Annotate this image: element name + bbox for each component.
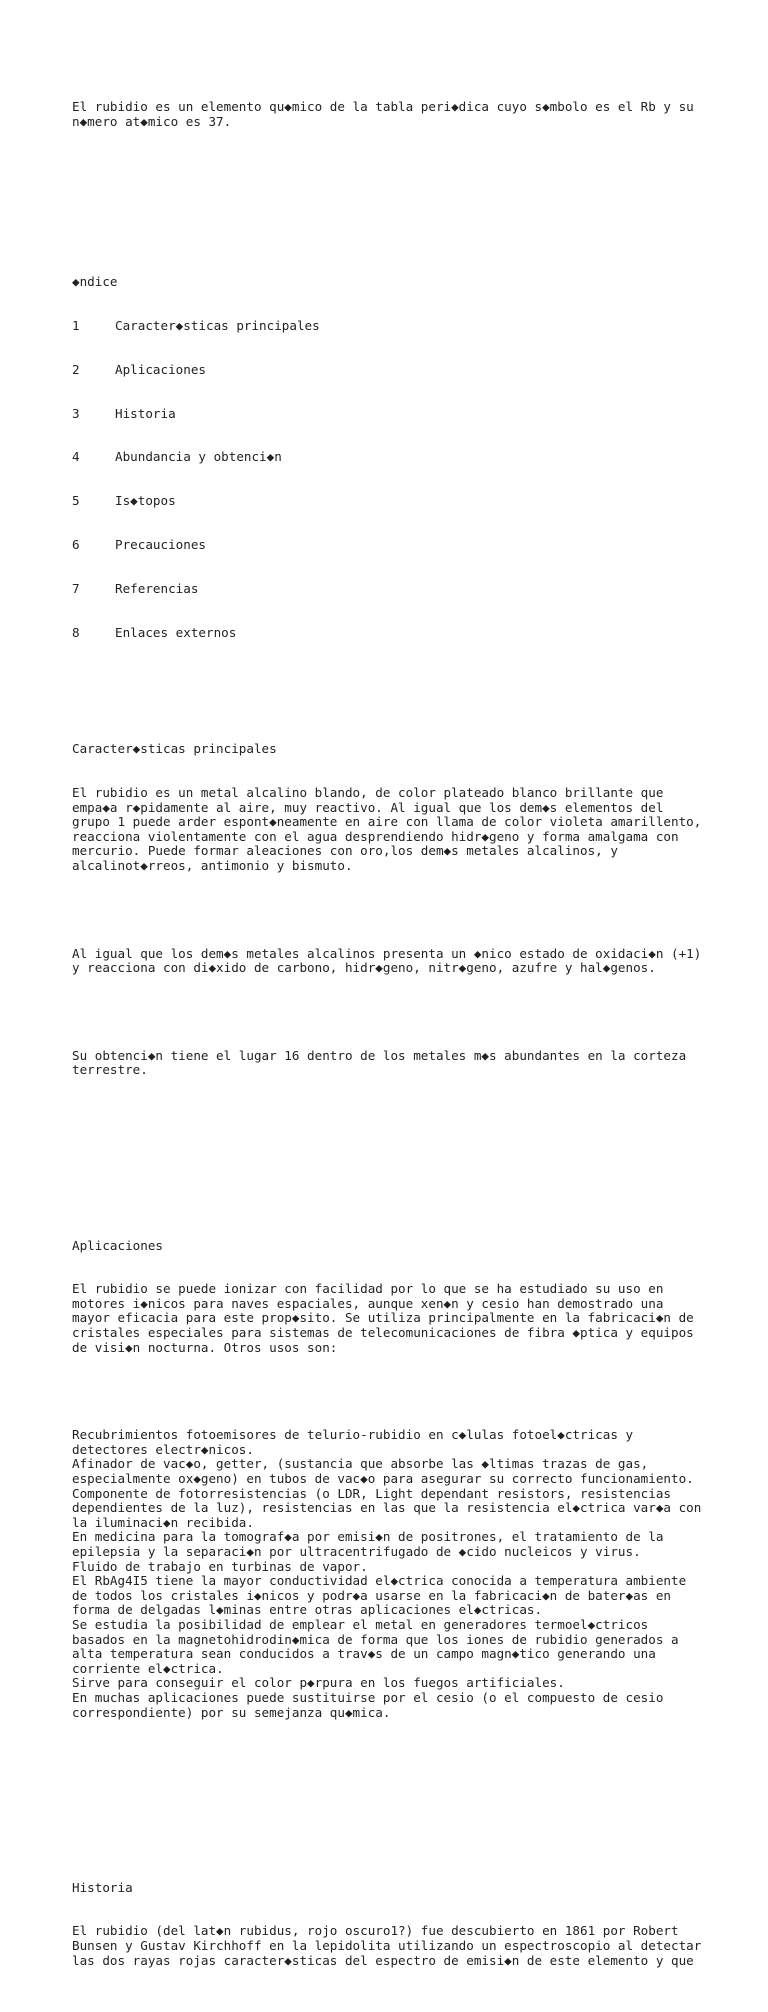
text-line: Al igual que los dem◆s metales alcalinos presenta un ◆nico estado de oxidaci◆n (+1) bbox=[72, 945, 702, 961]
list-line: El RbAg4I5 tiene la mayor conductividad el◆ctrica conocida a temperatura ambiente bbox=[72, 1573, 687, 1589]
toc-item-1 bbox=[72, 319, 762, 334]
intro-paragraph bbox=[72, 100, 762, 129]
uses-list bbox=[72, 1428, 762, 1720]
toc-item-8 bbox=[72, 626, 762, 641]
toc-number: 7 bbox=[72, 580, 80, 596]
paragraph bbox=[72, 1282, 762, 1355]
toc-number: 4 bbox=[72, 449, 80, 465]
toc-item-3 bbox=[72, 407, 762, 422]
spacer bbox=[72, 1793, 762, 1808]
text-line: mayor eficacia para este prop◆sito. Se utiliza principalmente en la fabricaci◆n de bbox=[72, 1310, 694, 1326]
paragraph bbox=[72, 786, 762, 874]
list-line: En muchas aplicaciones puede sustituirse por el cesio (o el compuesto de cesio bbox=[72, 1689, 664, 1705]
section-heading: Historia bbox=[72, 1879, 133, 1895]
text-line: reacciona violentamente con el agua desprendiendo hidr◆geno y forma amalgama con bbox=[72, 828, 679, 844]
table-of-contents bbox=[72, 246, 762, 669]
section-aplicaciones bbox=[72, 1209, 762, 1749]
spacer bbox=[72, 1151, 762, 1166]
toc-title: ◆ndice bbox=[72, 274, 118, 290]
text-line: de visi◆n nocturna. Otros usos son: bbox=[72, 1339, 338, 1355]
paragraph bbox=[72, 1049, 762, 1078]
text-line: las dos rayas rojas caracter◆sticas del espectro de emisi◆n de este elemento y que bbox=[72, 1952, 694, 1968]
toc-label: Precauciones bbox=[115, 537, 206, 552]
toc-label: Enlaces externos bbox=[115, 624, 237, 640]
toc-number: 8 bbox=[72, 624, 80, 640]
document-body bbox=[72, 71, 762, 2012]
list-line: dependientes de la luz), resistencias en las que la resistencia el◆ctrica var◆a con bbox=[72, 1500, 702, 1516]
list-line: Afinador de vac◆o, getter, (sustancia que absorbe las ◆ltimas trazas de gas, bbox=[72, 1456, 649, 1472]
section-heading: Aplicaciones bbox=[72, 1237, 163, 1253]
section-historia bbox=[72, 1851, 762, 1997]
text-line: cristales especiales para sistemas de telecomunicaciones de fibra ◆ptica y equipos bbox=[72, 1325, 694, 1341]
list-line: Componente de fotorresistencias (o LDR, Light dependant resistors, resistencias bbox=[72, 1485, 671, 1501]
toc-item-2 bbox=[72, 363, 762, 378]
toc-number: 1 bbox=[72, 318, 80, 334]
list-line: basados en la magnetohidrodin◆mica de forma que los iones de rubidio generados a bbox=[72, 1631, 679, 1647]
list-line: Fluido de trabajo en turbinas de vapor. bbox=[72, 1558, 368, 1574]
section-caracteristicas bbox=[72, 713, 762, 1107]
paragraph bbox=[72, 1924, 762, 1968]
toc-label: Referencias bbox=[115, 580, 199, 596]
toc-number: 5 bbox=[72, 493, 80, 509]
text-line: El rubidio (del lat◆n rubidus, rojo oscuro1?) fue descubierto en 1861 por Robert bbox=[72, 1923, 679, 1939]
toc-label: Abundancia y obtenci◆n bbox=[115, 449, 282, 465]
list-line: especialmente ox◆geno) en tubos de vac◆o para asegurar su correcto funcionamiento. bbox=[72, 1471, 694, 1486]
text-line: grupo 1 puede arder espont◆neamente en aire con llama de color violeta amarillento, bbox=[72, 814, 702, 830]
text-line: El rubidio se puede ionizar con facilidad por lo que se ha estudiado su uso en bbox=[72, 1281, 664, 1297]
text-line: El rubidio es un elemento qu◆mico de la tabla peri◆dica cuyo s◆mbolo es el Rb y su bbox=[72, 99, 694, 115]
text-line: y reacciona con di◆xido de carbono, hidr◆geno, nitr◆geno, azufre y hal◆genos. bbox=[72, 960, 656, 976]
text-line: mercurio. Puede formar aleaciones con oro,los dem◆s metales alcalinos, y bbox=[72, 843, 618, 859]
paragraph bbox=[72, 947, 762, 976]
text-line: terrestre. bbox=[72, 1062, 148, 1078]
text-line: motores i◆nicos para naves espaciales, aunque xen◆n y cesio han demostrado una bbox=[72, 1295, 664, 1311]
list-line: la iluminaci◆n recibida. bbox=[72, 1514, 254, 1530]
section-heading: Caracter◆sticas principales bbox=[72, 741, 277, 757]
spacer bbox=[72, 173, 762, 202]
toc-item-7 bbox=[72, 582, 762, 597]
list-line: En medicina para la tomograf◆a por emisi◆n de positrones, el tratamiento de la bbox=[72, 1529, 664, 1545]
text-line: El rubidio es un metal alcalino blando, de color plateado blanco brillante que bbox=[72, 785, 664, 801]
toc-number: 3 bbox=[72, 405, 80, 421]
toc-item-6 bbox=[72, 538, 762, 553]
text-line: alcalinot◆rreos, antimonio y bismuto. bbox=[72, 858, 353, 874]
list-line: correspondiente) por su semejanza qu◆mica. bbox=[72, 1704, 391, 1720]
list-line: alta temperatura sean conducidos a trav◆s de un campo magn◆tico generando una bbox=[72, 1646, 656, 1662]
text-line: n◆mero at◆mico es 37. bbox=[72, 113, 232, 129]
toc-item-4 bbox=[72, 450, 762, 465]
list-line: Recubrimientos fotoemisores de telurio-rubidio en c◆lulas fotoel◆ctricas y bbox=[72, 1427, 634, 1443]
list-line: forma de delgadas l◆minas entre otras aplicaciones el◆ctricas. bbox=[72, 1602, 543, 1618]
toc-label: Historia bbox=[115, 405, 176, 421]
list-line: detectores electr◆nicos. bbox=[72, 1441, 254, 1457]
list-line: Sirve para conseguir el color p◆rpura en los fuegos artificiales. bbox=[72, 1675, 565, 1691]
list-line: corriente el◆ctrica. bbox=[72, 1660, 224, 1676]
text-line: Su obtenci◆n tiene el lugar 16 dentro de los metales m◆s abundantes en la corteza bbox=[72, 1047, 687, 1063]
text-line: empa◆a r◆pidamente al aire, muy reactivo. Al igual que los dem◆s elementos del bbox=[72, 799, 664, 815]
list-line: epilepsia y la separaci◆n por ultracentrifugado de ◆cido nucleicos y virus. bbox=[72, 1543, 641, 1559]
toc-number: 6 bbox=[72, 537, 80, 552]
text-line: Bunsen y Gustav Kirchhoff en la lepidolita utilizando un espectroscopio al detectar bbox=[72, 1938, 702, 1953]
toc-item-5 bbox=[72, 494, 762, 509]
spacer bbox=[72, 903, 762, 918]
list-line: de todos los cristales i◆nicos y podr◆a usarse en la fabricaci◆n de bater◆as en bbox=[72, 1587, 671, 1603]
toc-label: Caracter◆sticas principales bbox=[115, 318, 320, 334]
toc-label: Is◆topos bbox=[115, 493, 176, 509]
spacer bbox=[72, 1384, 762, 1399]
toc-number: 2 bbox=[72, 361, 80, 377]
list-line: Se estudia la posibilidad de emplear el metal en generadores termoel◆ctricos bbox=[72, 1616, 649, 1632]
spacer bbox=[72, 1005, 762, 1020]
toc-label: Aplicaciones bbox=[115, 361, 206, 377]
